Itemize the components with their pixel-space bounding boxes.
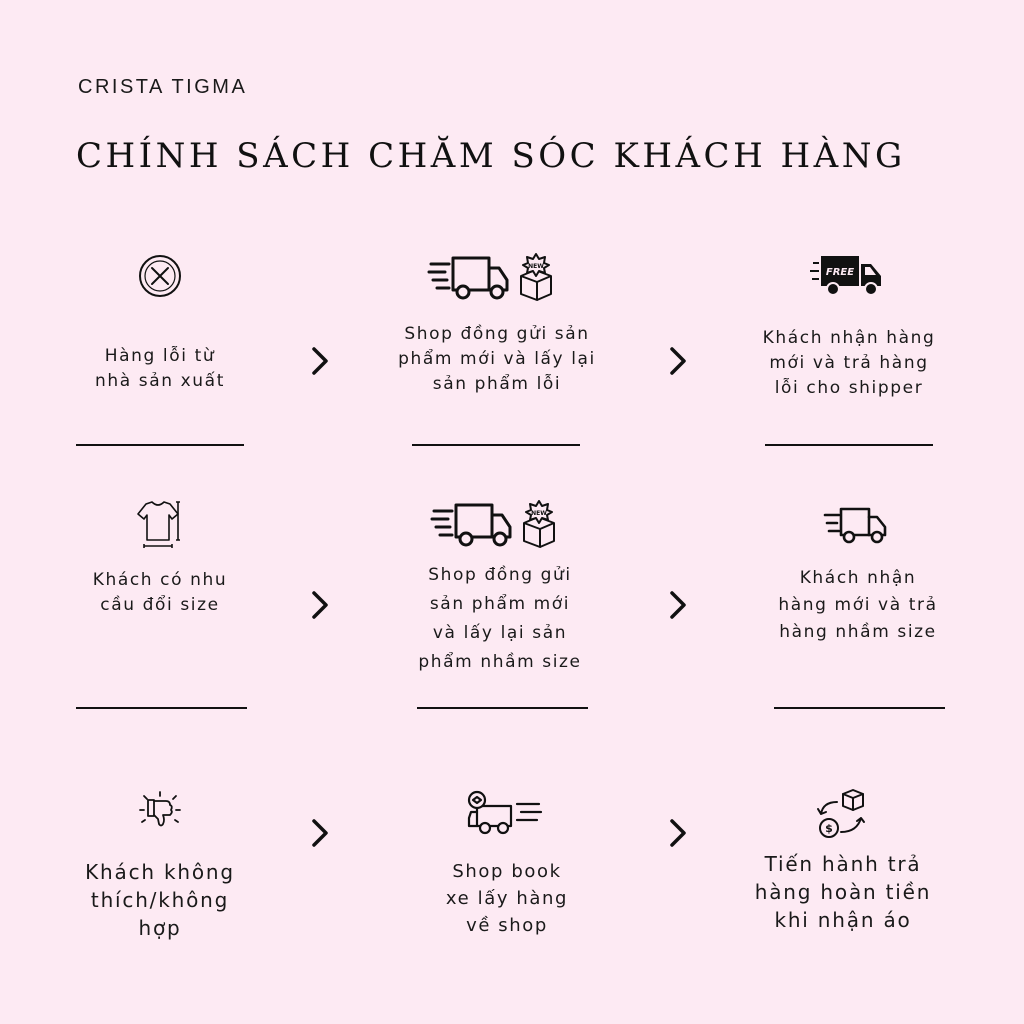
step-text: Shop đồng gửi sản phẩm mới và lấy lại sản phẩm lỗi [398, 324, 596, 394]
delivery-truck-icon [823, 503, 893, 547]
step-dislike [45, 790, 275, 942]
step-refund [728, 786, 958, 934]
step-customer-receive-size [743, 503, 973, 646]
divider [76, 707, 247, 709]
free-delivery-truck-icon [809, 252, 889, 298]
step-text: Shop book xe lấy hàng về shop [445, 861, 569, 936]
pickup-truck-icon [467, 788, 547, 836]
step-defect [45, 252, 275, 394]
step-text: Shop đồng gửi sản phẩm mới và lấy lại sản phẩm nhầm size [418, 565, 582, 672]
refund-exchange-icon [813, 786, 873, 840]
divider [76, 444, 244, 446]
step-text: Hàng lỗi từ nhà sản xuất [95, 346, 225, 391]
chevron-right-icon [310, 590, 330, 620]
chevron-right-icon [310, 346, 330, 376]
delivery-truck-new-box-icon [427, 250, 567, 302]
chevron-right-icon [668, 818, 688, 848]
step-text: Khách nhận hàng mới và trả hàng lỗi cho shipper [762, 328, 936, 398]
chevron-right-icon [668, 346, 688, 376]
svg-text:$: $ [825, 822, 833, 835]
divider [412, 444, 580, 446]
step-customer-receive [734, 252, 964, 401]
divider [417, 707, 588, 709]
brand-name: CRISTA TIGMA [78, 76, 248, 98]
free-badge: FREE [825, 267, 855, 278]
tshirt-size-icon [132, 500, 188, 552]
x-circle-icon [136, 252, 184, 300]
step-book-pickup [392, 788, 622, 939]
thumbs-down-icon [136, 790, 184, 838]
step-send-new [382, 250, 612, 397]
divider [774, 707, 945, 709]
step-text: Khách có nhu cầu đổi size [92, 570, 228, 615]
chevron-right-icon [668, 590, 688, 620]
delivery-truck-new-box-icon [430, 497, 570, 549]
step-text: Tiến hành trả hàng hoàn tiền khi nhận áo [754, 852, 932, 932]
step-send-new-size [385, 497, 615, 677]
page-title: CHÍNH SÁCH CHĂM SÓC KHÁCH HÀNG [76, 136, 906, 176]
new-badge: NEW [528, 263, 544, 270]
chevron-right-icon [310, 818, 330, 848]
step-text: Khách không thích/không hợp [85, 860, 235, 940]
divider [765, 444, 933, 446]
step-text: Khách nhận hàng mới và trả hàng nhầm size [778, 568, 938, 642]
step-size-change [45, 500, 275, 618]
new-badge: NEW [531, 510, 547, 517]
